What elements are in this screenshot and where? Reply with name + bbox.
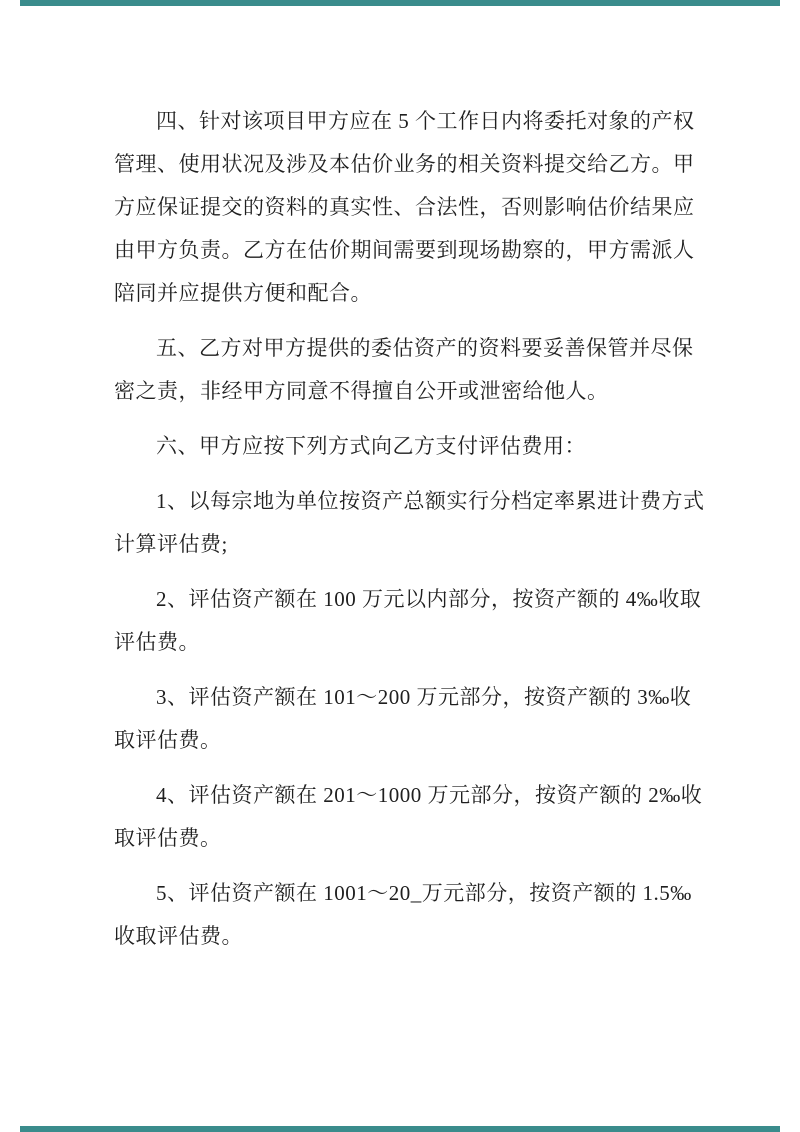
text-line: 方应保证提交的资料的真实性、合法性，否则影响估价结果应	[114, 195, 695, 219]
page-border-top	[20, 0, 780, 6]
contract-body	[114, 100, 705, 970]
text-line: 四、针对该项目甲方应在 5 个工作日内将委托对象的产权	[156, 109, 695, 133]
text-line: 取评估费。	[114, 826, 222, 850]
text-line: 1、以每宗地为单位按资产总额实行分档定率累进计费方式	[156, 489, 705, 513]
text-line: 五、乙方对甲方提供的委估资产的资料要妥善保管并尽保	[156, 336, 694, 360]
text-line: 计算评估费;	[114, 532, 228, 556]
text-line: 3、评估资产额在 101～200 万元部分，按资产额的 3‰收	[156, 685, 692, 709]
paragraph-item-5	[114, 872, 692, 958]
paragraph-item-3	[114, 676, 692, 762]
paragraph-clause-6	[114, 425, 668, 468]
text-line: 评估费。	[114, 630, 200, 654]
text-line: 收取评估费。	[114, 924, 243, 948]
text-line: 取评估费。	[114, 728, 222, 752]
text-line: 管理、使用状况及涉及本估价业务的相关资料提交给乙方。甲	[114, 152, 695, 176]
text-line: 5、评估资产额在 1001～20_万元部分，按资产额的 1.5‰	[156, 881, 692, 905]
paragraph-item-2	[114, 578, 702, 664]
text-line: 由甲方负责。乙方在估价期间需要到现场勘察的，甲方需派人	[114, 238, 695, 262]
paragraph-clause-4	[114, 100, 695, 315]
text-line: 2、评估资产额在 100 万元以内部分，按资产额的 4‰收取	[156, 587, 702, 611]
paragraph-clause-5	[114, 327, 694, 413]
page-border-bottom	[20, 1126, 780, 1132]
text-line: 4、评估资产额在 201～1000 万元部分，按资产额的 2‰收	[156, 783, 703, 807]
paragraph-item-1	[114, 480, 705, 566]
text-line: 陪同并应提供方便和配合。	[114, 281, 372, 305]
paragraph-item-4	[114, 774, 703, 860]
text-line: 密之责，非经甲方同意不得擅自公开或泄密给他人。	[114, 379, 609, 403]
text-line: 六、甲方应按下列方式向乙方支付评估费用：	[156, 434, 586, 458]
